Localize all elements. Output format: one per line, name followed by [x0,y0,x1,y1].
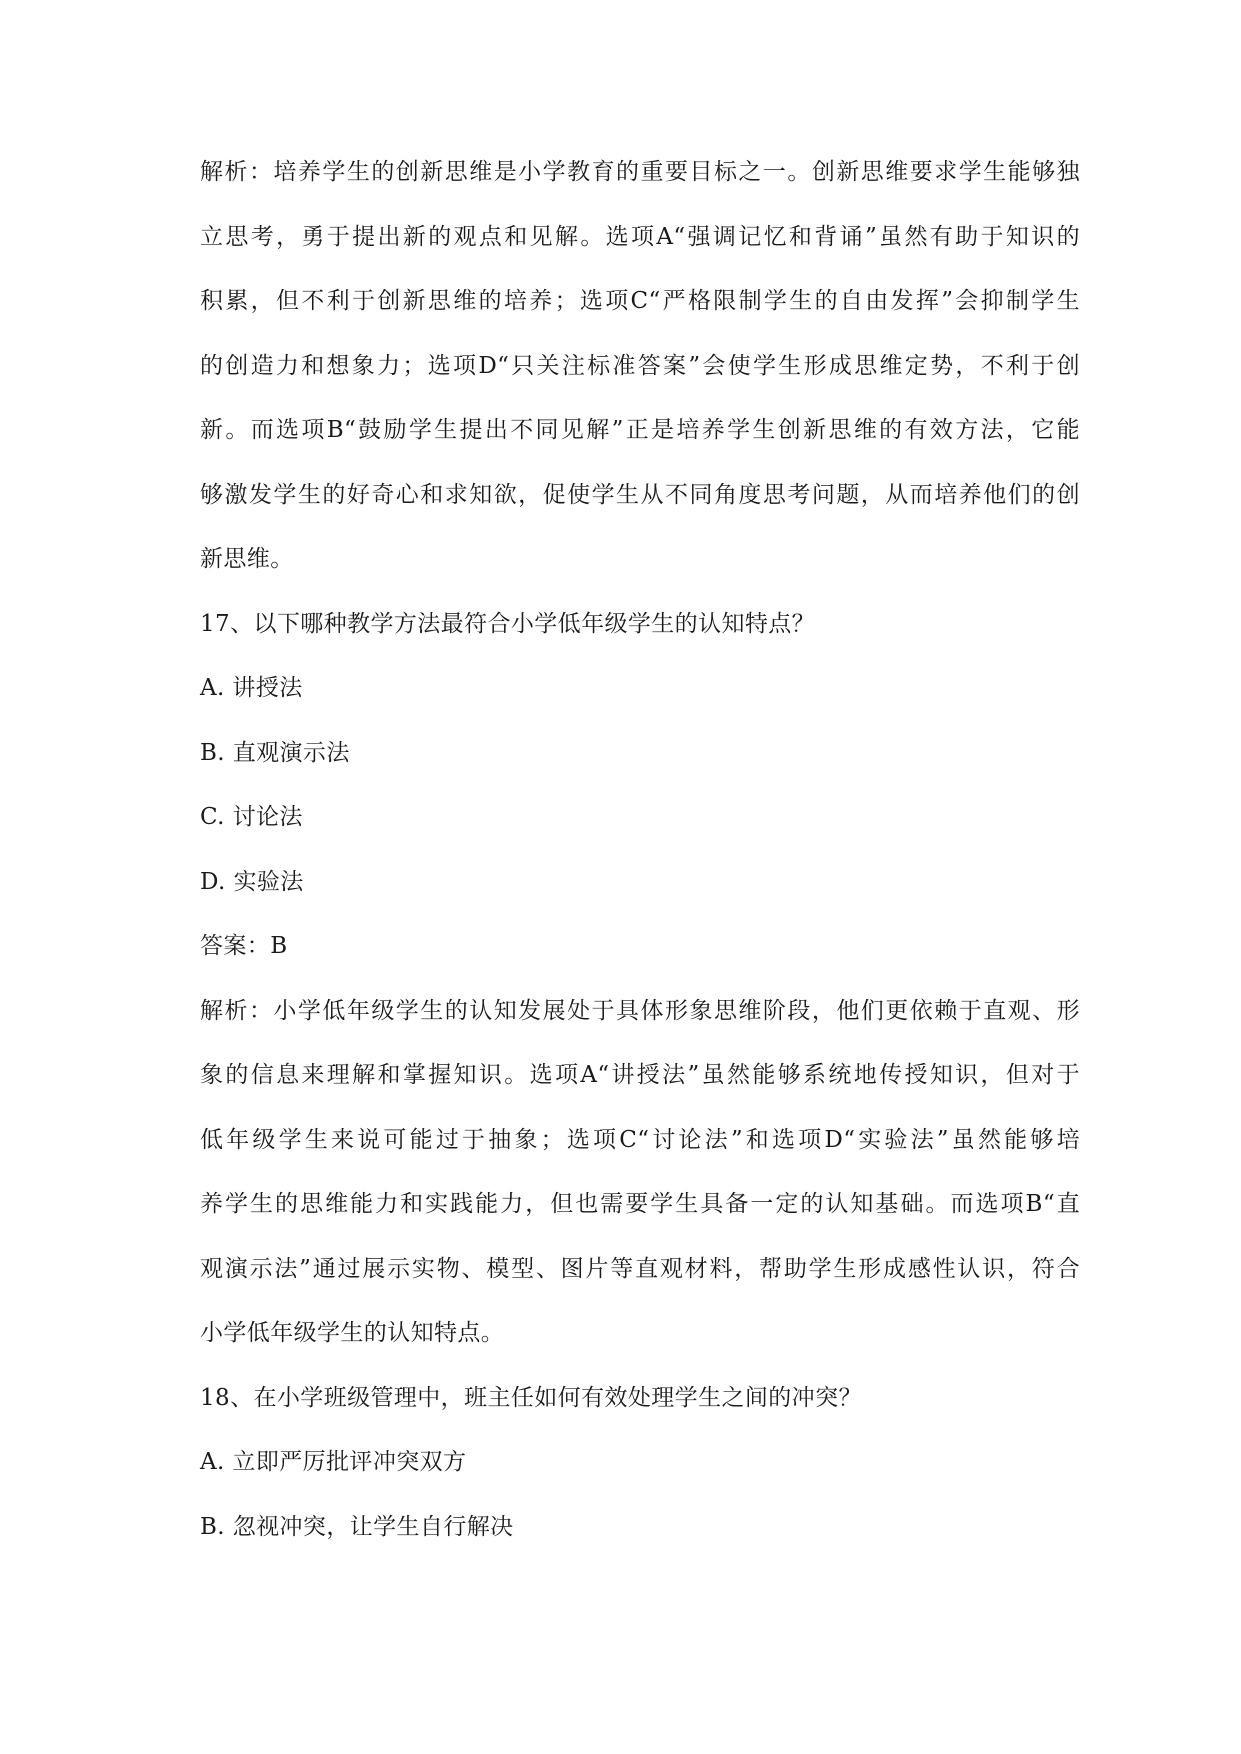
explanation-line: 够激发学生的好奇心和求知欲，促使学生从不同角度思考问题，从而培养他们的创 [200,481,1080,508]
explanation-line: 小学低年级学生的认知特点。 [200,1320,505,1346]
option-b: B. 直观演示法 [200,739,350,766]
question-text: 17、以下哪种教学方法最符合小学低年级学生的认知特点？ [200,610,816,637]
explanation-line: 观演示法”通过展示实物、模型、图片等直观材料，帮助学生形成感性认识，符合 [200,1255,1080,1282]
option-c: C. 讨论法 [200,804,303,830]
option-d: D. 实验法 [200,868,304,895]
explanation-line: 立思考，勇于提出新的观点和见解。选项A“强调记忆和背诵”虽然有助于知识的 [200,223,1080,250]
explanation-line: 新思维。 [200,546,294,572]
explanation-line: 养学生的思维能力和实践能力，但也需要学生具备一定的认知基础。而选项B“直 [200,1191,1080,1217]
explanation-line: 低年级学生来说可能过于抽象；选项C“讨论法”和选项D“实验法”虽然能够培 [200,1126,1080,1153]
option-a: A. 讲授法 [200,675,303,701]
question-17 [200,592,1080,1366]
explanation-line: 新。而选项B“鼓励学生提出不同见解”正是培养学生创新思维的有效方法，它能 [200,417,1080,443]
document-content [200,140,1080,1559]
question-18 [200,1366,1080,1560]
answer: 答案：B [200,933,288,959]
question-text: 18、在小学班级管理中，班主任如何有效处理学生之间的冲突？ [200,1384,862,1411]
option-b: B. 忽视冲突，让学生自行解决 [200,1513,514,1540]
explanation-line: 象的信息来理解和掌握知识。选项A“讲授法”虽然能够系统地传授知识，但对于 [200,1062,1080,1088]
explanation-line: 的创造力和想象力；选项D“只关注标准答案”会使学生形成思维定势，不利于创 [200,352,1080,379]
explanation-line: 解析：小学低年级学生的认知发展处于具体形象思维阶段，他们更依赖于直观、形 [200,997,1080,1024]
explanation-line: 积累，但不利于创新思维的培养；选项C“严格限制学生的自由发挥”会抑制学生 [200,288,1080,314]
option-a: A. 立即严厉批评冲突双方 [200,1449,467,1475]
q16-explanation [200,140,1080,592]
explanation-line: 解析：培养学生的创新思维是小学教育的重要目标之一。创新思维要求学生能够独 [200,159,1080,185]
